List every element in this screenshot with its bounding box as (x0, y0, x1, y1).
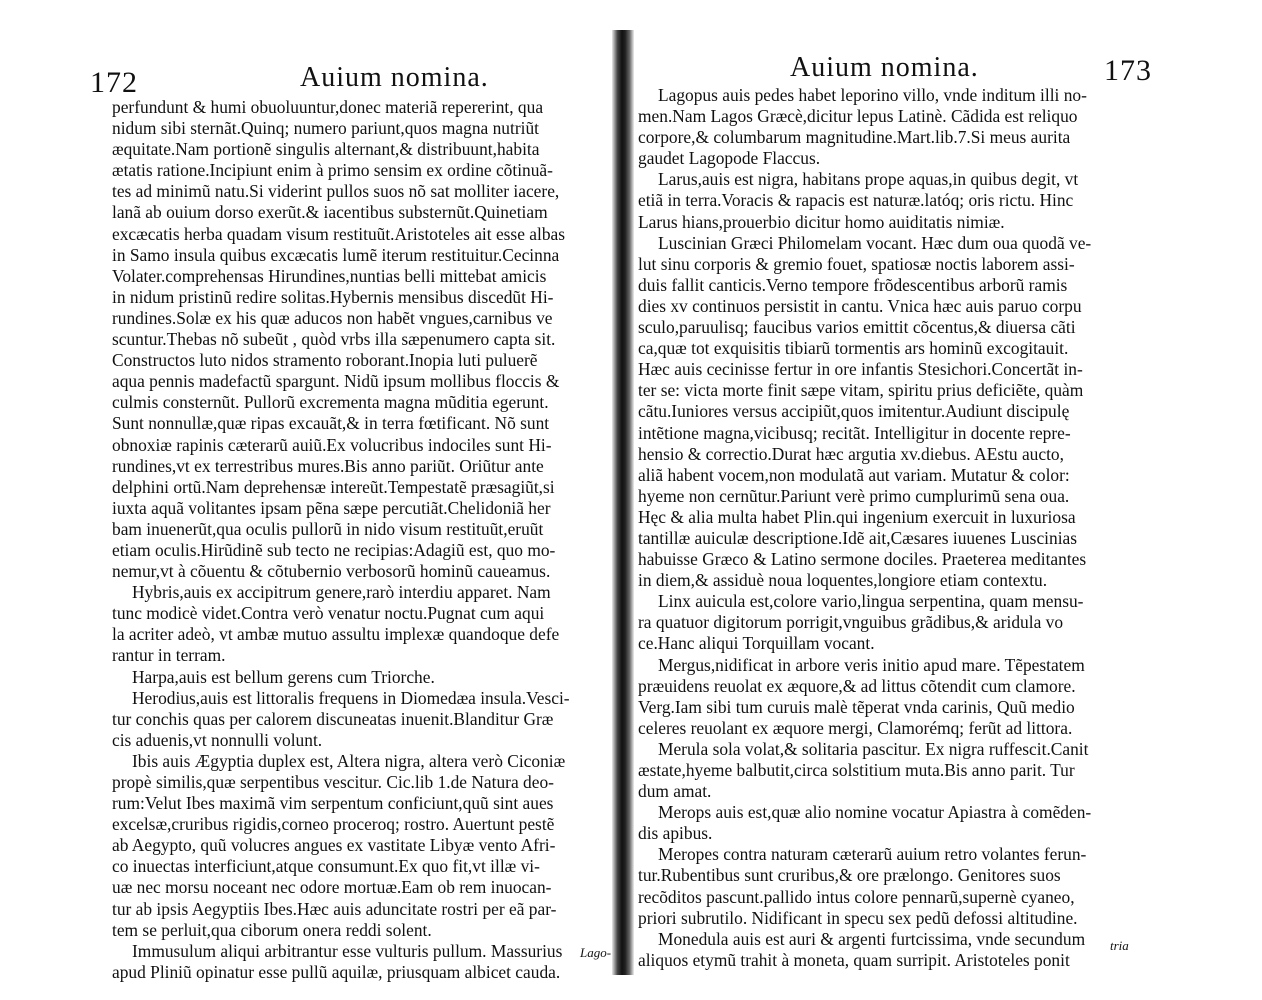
text-line: hensio & correctio.Durat hæc argutia xv.diebus. AEstu aucto, (638, 443, 1064, 464)
right-catchword: tria (1110, 938, 1129, 953)
text-line: cãtu.Iuniores versus accipiũt,quos imitentur.Audiunt discipulę (638, 401, 1070, 422)
text-line: lanã ab ouium dorso exerũt.& iacentibus substernũt.Quinetiam (112, 202, 548, 223)
entry-start-line: Hybris,auis ex accipitrum genere,rarò interdiu apparet. Nam (132, 582, 551, 603)
left-page-number: 172 (90, 66, 138, 99)
text-line: ce.Hanc aliqui Torquillam vocant. (638, 633, 875, 654)
left-catchword: Lago- (580, 945, 612, 960)
text-line: co inuectas interficiunt,atque consumunt.Ex quo fit,vt illæ vi- (112, 856, 540, 877)
text-line: celeres reuolant ex æquore mergi, Clamorémq; ferũt ad littora. (638, 717, 1073, 738)
text-line: dis apibus. (638, 823, 713, 844)
right-page-number: 173 (1104, 54, 1152, 87)
entry-start-line: Merula sola volat,& solitaria pascitur. Ex nigra ruffescit.Canit (658, 738, 1089, 759)
text-line: Verg.Iam sibi tum curuis malè tẽperat vnda carinis, Quũ medio (638, 696, 1075, 717)
text-line: obnoxiæ rapinis cæterarũ auiũ.Ex volucribus indociles sunt Hi- (112, 434, 552, 455)
entry-start-line: Linx auicula est,colore vario,lingua serpentina, quam mensu- (658, 591, 1084, 612)
text-line: tes ad minimũ natu.Si viderint pullos suos nõ sat molliter iacere, (112, 181, 560, 202)
text-line: tunc modicè videt.Contra verò venatur noctu.Pugnat cum aqui (112, 603, 545, 624)
left-running-head: Auium nomina. (300, 62, 489, 93)
text-line: sculo,paruulisq; faucibus varios emittit cõcentus,& diuersa cãti (638, 317, 1076, 338)
text-line: rantur in terram. (112, 645, 226, 666)
text-line: tur ab ipsis Aegyptiis Ibes.Hæc auis aduncitate rostri per eã par- (112, 898, 557, 919)
text-line: ra quatuor digitorum porrigit,vnguibus grãdibus,& aridula vo (638, 612, 1064, 633)
text-line: Larus hians,prouerbio dicitur homo auiditatis nimiæ. (638, 211, 1005, 232)
entry-start-line: Immusulum aliqui arbitrantur esse vulturis pullum. Massurius (132, 940, 563, 961)
entry-start-line: Merops auis est,quæ alio nomine vocatur Apiastra à comẽden- (658, 802, 1092, 823)
text-line: aqua pennis madefactũ spargunt. Nidũ ipsum mollibus floccis & (112, 371, 560, 392)
right-running-head: Auium nomina. (790, 52, 979, 83)
text-line: la acriter adeò, vt ambæ mutuo assultu implexæ quandoque defe (112, 624, 560, 645)
text-line: nemur,vt à cõuentu & cõtubernio verbosorũ hominũ caueamus. (112, 561, 551, 582)
text-line: tem se perluit,qua ciborum onera reddi solent. (112, 919, 432, 940)
text-line: intẽtione magna,vicibusq; recitãt. Intelligitur in docente repre- (638, 422, 1071, 443)
entry-start-line: Larus,auis est nigra, habitans prope aquas,in quibus degit, vt (658, 169, 1079, 190)
text-line: Volater.comprehensas Hirundines,nuntias belli mittebat amicis (112, 265, 547, 286)
entry-start-line: Ibis auis Ægyptia duplex est, Altera nigra, altera verò Ciconiæ (132, 750, 566, 771)
entry-start-line: Monedula auis est auri & argenti furtcissima, vnde secundum (658, 928, 1086, 949)
text-line: lut sinu corporis & gremio fouet, spatiosæ noctis laborem assi- (638, 253, 1075, 274)
left-page-text (112, 97, 612, 983)
text-line: priori subrutilo. Nidificant in specu sex pedũ defossi altitudine. (638, 907, 1078, 928)
text-line: aliquos etymũ trahit à moneta, quam surripit. Aristoteles ponit (638, 949, 1070, 970)
text-line: ab Aegypto, quũ volucres angues ex vastitate Libyæ vento Afri- (112, 835, 556, 856)
text-line: in diem,& assiduè noua loquentes,longiore etiam contextu. (638, 570, 1048, 591)
text-line: culmis consternũt. Pullorũ excrementa magna mũditia egerunt. (112, 392, 549, 413)
text-line: æstate,hyeme balbutit,circa solstitium muta.Bis anno parit. Tur (638, 760, 1075, 780)
entry-start-line: Lagopus auis pedes habet leporino villo, vnde inditum illi no- (658, 85, 1087, 105)
text-line: excelsæ,cruribus rigidis,corneo proceroq; rostro. Auertunt pestẽ (112, 814, 555, 835)
text-line: ca,quæ tot exquisitis tibiarũ tormentis ars hominũ excogitauit. (638, 338, 1069, 359)
text-line: ter se: victa morte finit sæpe vitam, spiritu prius deficiẽte, quàm (638, 380, 1084, 401)
left-page (0, 0, 620, 1000)
text-line: dum amat. (638, 781, 712, 802)
entry-start-line: Herodius,auis est littoralis frequens in Diomedæa insula.Vesci- (132, 687, 570, 708)
text-line: gaudet Lagopode Flaccus. (638, 148, 821, 169)
entry-start-line: Mergus,nidificat in arbore veris initio apud mare. Tẽpestatem (658, 654, 1085, 675)
text-line: excæcatis herba quadam visum restituũt.Aristoteles ait esse albas (112, 223, 565, 244)
text-line: rundines.Solæ ex his quæ aducos non habẽt vngues,carnibus ve (112, 307, 553, 328)
text-line: men.Nam Lagos Græcè,dicitur lepus Latinè. Cãdida est reliquo (638, 106, 1078, 127)
text-line: dies xv continuos persistit in cantu. Vnica hæc auis paruo corpu (638, 295, 1082, 316)
text-line: tur conchis quas per calorem discuneatas inuenit.Blanditur Græ (112, 708, 554, 729)
text-line: etiam oculis.Hirũdinẽ sub tecto ne recipias:Adagiũ est, quo mo- (112, 539, 556, 560)
text-line: Constructos luto nidos stramento roborant.Inopia luti puluerẽ (112, 350, 538, 371)
text-line: præuidens reuolat ex æquore,& ad littus cõtendit cum clamore. (638, 675, 1076, 696)
right-page (632, 0, 1262, 1000)
text-line: apud Pliniũ opinatur esse pullũ aquilæ, priusquam albicet cauda. (112, 961, 561, 982)
text-line: tur.Rubentibus sunt cruribus,& ore prælongo. Genitores suos (638, 865, 1061, 886)
text-line: tantillæ auiculæ descriptione.Idẽ ait,Cæsares iuuenes Luscinias (638, 527, 1078, 548)
text-line: recõditos pascunt.pallido intus colore pennarũ,supernè cyaneo, (638, 886, 1075, 907)
text-line: corpore,& columbarum magnitudine.Mart.lib.7.Si meus aurita (638, 127, 1071, 148)
text-line: rum:Velut Ibes maximã vim serpentum conficiunt,quũ sint aues (112, 793, 554, 814)
text-line: ætatis ratione.Incipiunt enim à primo sensim ex ordine cõtinuã- (112, 160, 553, 181)
text-line: Hęc & alia multa habet Plin.qui ingenium exercuit in luxuriosa (638, 506, 1076, 527)
text-line: habuisse Græco & Latino sermone dociles. Praeterea meditantes (638, 549, 1087, 570)
text-line: in nidum pristinũ redire solitas.Hybernis mensibus discedũt Hi- (112, 286, 554, 307)
text-line: cis aduenis,vt nonnulli volunt. (112, 729, 323, 750)
text-line: æquitate.Nam portionẽ singulis alternant,& distribuunt,habita (112, 139, 540, 160)
text-line: hyeme non cernũtur.Pariunt verè primo cumplurimũ sena oua. (638, 485, 1070, 506)
text-line: rundines,vt ex terrestribus mures.Bis anno pariũt. Oriũtur ante (112, 455, 544, 476)
text-line: Hæc auis cecinisse fertur in ore infantis Stesichori.Concertãt in- (638, 359, 1083, 380)
text-line: scuntur.Thebas nõ subeũt , quòd vrbs illa sæpenumero capta sit. (112, 329, 556, 350)
text-line: delphini ortũ.Nam deprehensæ intereũt.Tempestatẽ præsagiũt,si (112, 476, 555, 497)
text-line: in Samo insula quibus excæcatis lumẽ iterum restituitur.Cecinna (112, 244, 560, 265)
entry-start-line: Meropes contra naturam cæterarũ auium retro volantes ferun- (658, 844, 1087, 865)
text-line: aliã habent vocem,non modulatã aut variam. Mutatur & color: (638, 464, 1070, 485)
text-line: bam inuenerũt,qua oculis pullorũ in nido visum restituũt,eruũt (112, 518, 544, 539)
entry-start-line: Harpa,auis est bellum gerens cum Triorche. (132, 666, 435, 687)
text-line: uæ nec morsu noceant nec odore mortuæ.Eam ob rem inuocan- (112, 877, 552, 898)
text-line: perfundunt & humi obuoluuntur,donec materiã repererint, qua (112, 97, 544, 117)
text-line: etiã in terra.Voracis & rapacis est naturæ.latóq; oris rictu. Hinc (638, 190, 1074, 211)
right-page-text (638, 85, 1148, 971)
text-line: iuxta aquã volitantes ipsam pẽna sæpe percutiãt.Chelidoniã her (112, 497, 551, 518)
text-line: duis fallit canticis.Verno tempore frõdescentibus arborũ ramis (638, 274, 1068, 295)
text-line: propè similis,quæ serpentibus vescitur. Cic.lib 1.de Natura deo- (112, 772, 554, 792)
text-line: Sunt nonnullæ,quæ ripas excauãt,& in terra fœtificant. Nõ sunt (112, 413, 550, 434)
text-line: nidum sibi sternãt.Quinq; numero pariunt,quos magna nutriũt (112, 118, 539, 139)
book-gutter-shadow (612, 30, 634, 975)
entry-start-line: Luscinian Græci Philomelam vocant. Hæc dum oua quodã ve- (658, 232, 1092, 253)
